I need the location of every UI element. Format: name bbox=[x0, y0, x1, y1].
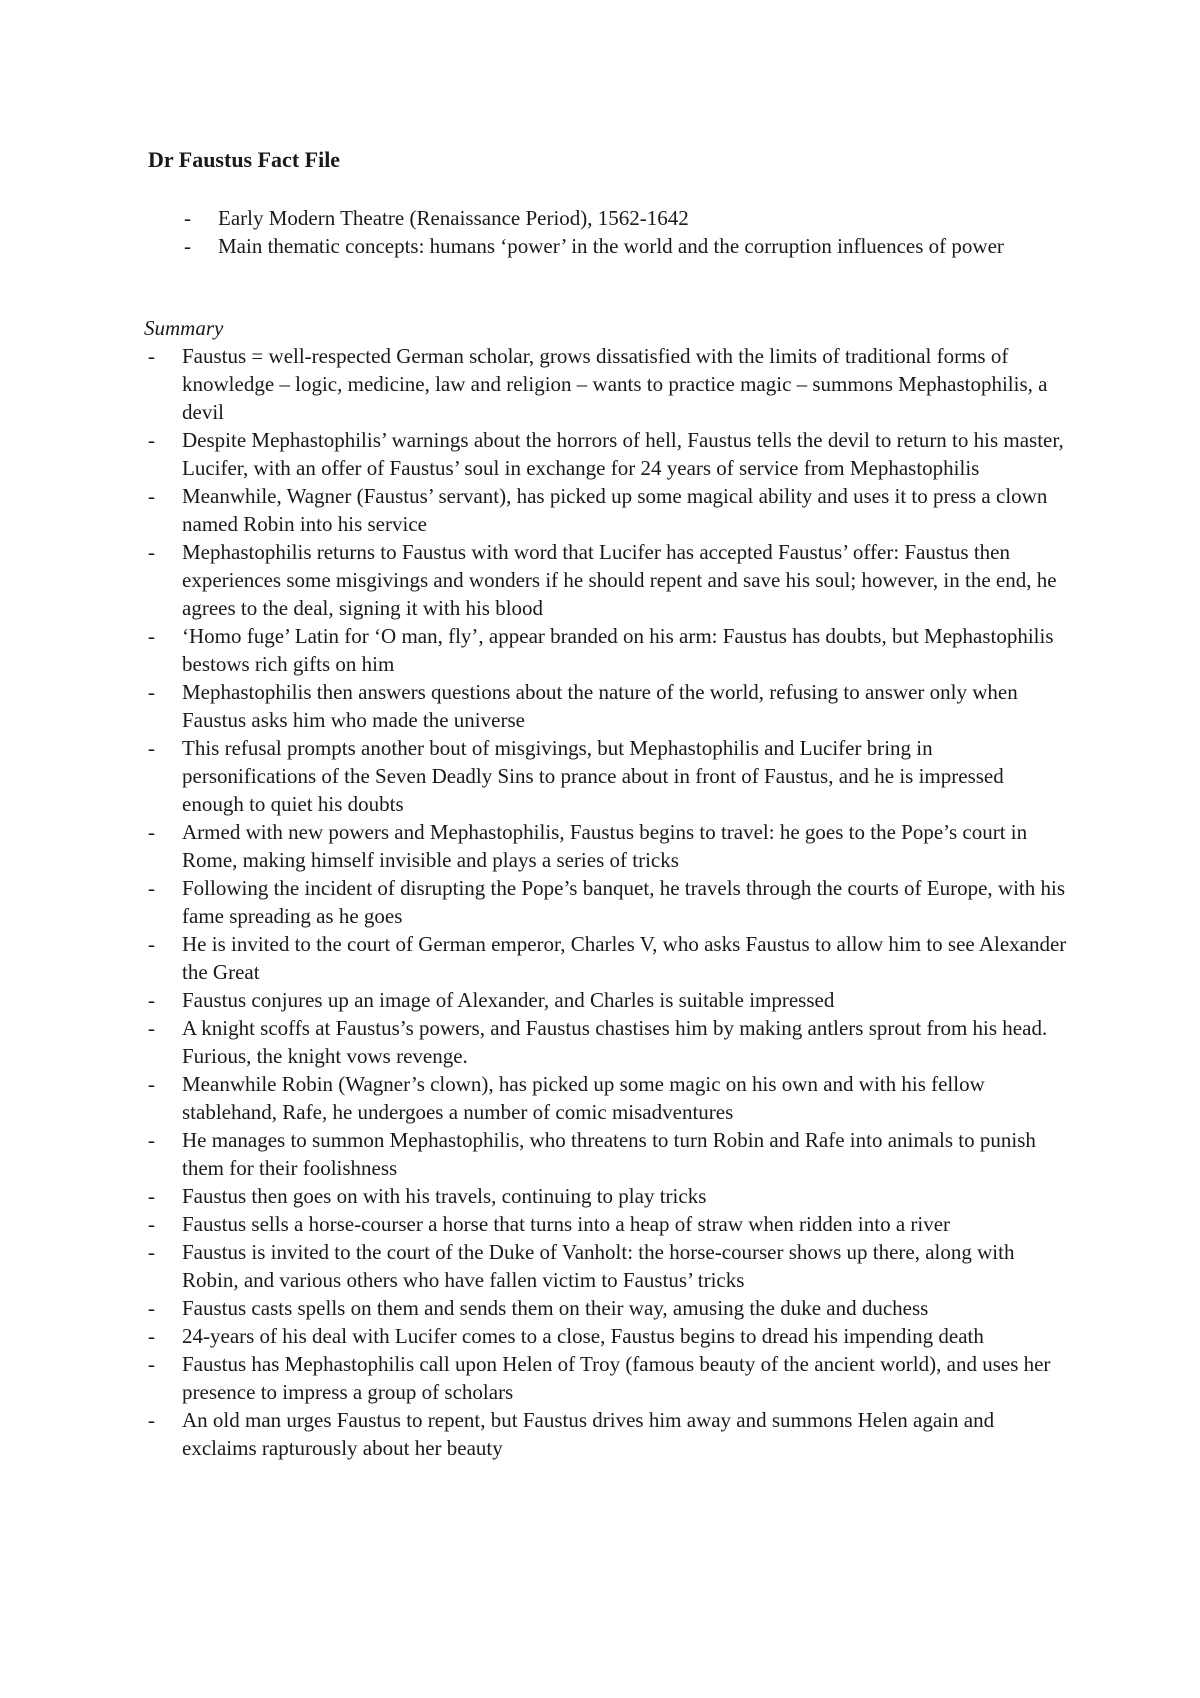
summary-item: - He manages to summon Mephastophilis, who threatens to turn Robin and Rafe into animals to punish them for their foolishness bbox=[148, 1126, 1068, 1182]
summary-item: - Mephastophilis then answers questions about the nature of the world, refusing to answer only when Faustus asks him who made the universe bbox=[148, 678, 1068, 734]
summary-item: - 24-years of his deal with Lucifer comes to a close, Faustus begins to dread his impending death bbox=[148, 1322, 1068, 1350]
summary-item: - Faustus casts spells on them and sends them on their way, amusing the duke and duchess bbox=[148, 1294, 1068, 1322]
intro-item: - Early Modern Theatre (Renaissance Period), 1562-1642 bbox=[184, 204, 1054, 232]
summary-item: - He is invited to the court of German emperor, Charles V, who asks Faustus to allow him to see Alexander the Great bbox=[148, 930, 1068, 986]
summary-item: - Faustus has Mephastophilis call upon Helen of Troy (famous beauty of the ancient world), and uses her presence to impress a group of scholars bbox=[148, 1350, 1068, 1406]
summary-item: - Faustus then goes on with his travels, continuing to play tricks bbox=[148, 1182, 1068, 1210]
summary-list bbox=[148, 342, 1068, 1462]
summary-item: - Meanwhile, Wagner (Faustus’ servant), has picked up some magical ability and uses it to press a clown named Robin into his service bbox=[148, 482, 1068, 538]
summary-item: - Faustus is invited to the court of the Duke of Vanholt: the horse-courser shows up there, along with Robin, and various others who have fallen victim to Faustus’ tricks bbox=[148, 1238, 1068, 1294]
summary-item: - Armed with new powers and Mephastophilis, Faustus begins to travel: he goes to the Pope’s court in Rome, making himself invisible and plays a series of tricks bbox=[148, 818, 1068, 874]
summary-item: - Faustus = well-respected German scholar, grows dissatisfied with the limits of traditional forms of knowledge – logic, medicine, law and religion – wants to practice magic – summons Mephastophilis, a devil bbox=[148, 342, 1068, 426]
summary-item: - Following the incident of disrupting the Pope’s banquet, he travels through the courts of Europe, with his fame spreading as he goes bbox=[148, 874, 1068, 930]
summary-item: - ‘Homo fuge’ Latin for ‘O man, fly’, appear branded on his arm: Faustus has doubts, but Mephastophilis bestows rich gifts on him bbox=[148, 622, 1068, 678]
summary-item: - Meanwhile Robin (Wagner’s clown), has picked up some magic on his own and with his fellow stablehand, Rafe, he undergoes a number of comic misadventures bbox=[148, 1070, 1068, 1126]
intro-item: - Main thematic concepts: humans ‘power’ in the world and the corruption influences of power bbox=[184, 232, 1054, 260]
summary-item: - Faustus conjures up an image of Alexander, and Charles is suitable impressed bbox=[148, 986, 1068, 1014]
summary-item: - This refusal prompts another bout of misgivings, but Mephastophilis and Lucifer bring in personifications of the Seven Deadly Sins to prance about in front of Faustus, and he is impressed enough to quiet his doubts bbox=[148, 734, 1068, 818]
intro-list bbox=[184, 204, 1054, 260]
summary-item: - Despite Mephastophilis’ warnings about the horrors of hell, Faustus tells the devil to return to his master, Lucifer, with an offer of Faustus’ soul in exchange for 24 years of service from Mephastophilis bbox=[148, 426, 1068, 482]
summary-heading: Summary bbox=[144, 316, 224, 340]
summary-item: - Mephastophilis returns to Faustus with word that Lucifer has accepted Faustus’ offer: Faustus then experiences some misgivings and wonders if he should repent and save his soul; however, in the end, he agrees to the deal, signing it with his blood bbox=[148, 538, 1068, 622]
summary-item: - An old man urges Faustus to repent, but Faustus drives him away and summons Helen again and exclaims rapturously about her beauty bbox=[148, 1406, 1068, 1462]
summary-item: - A knight scoffs at Faustus’s powers, and Faustus chastises him by making antlers sprout from his head. Furious, the knight vows revenge. bbox=[148, 1014, 1068, 1070]
summary-item: - Faustus sells a horse-courser a horse that turns into a heap of straw when ridden into a river bbox=[148, 1210, 1068, 1238]
document-title: Dr Faustus Fact File bbox=[148, 147, 341, 172]
